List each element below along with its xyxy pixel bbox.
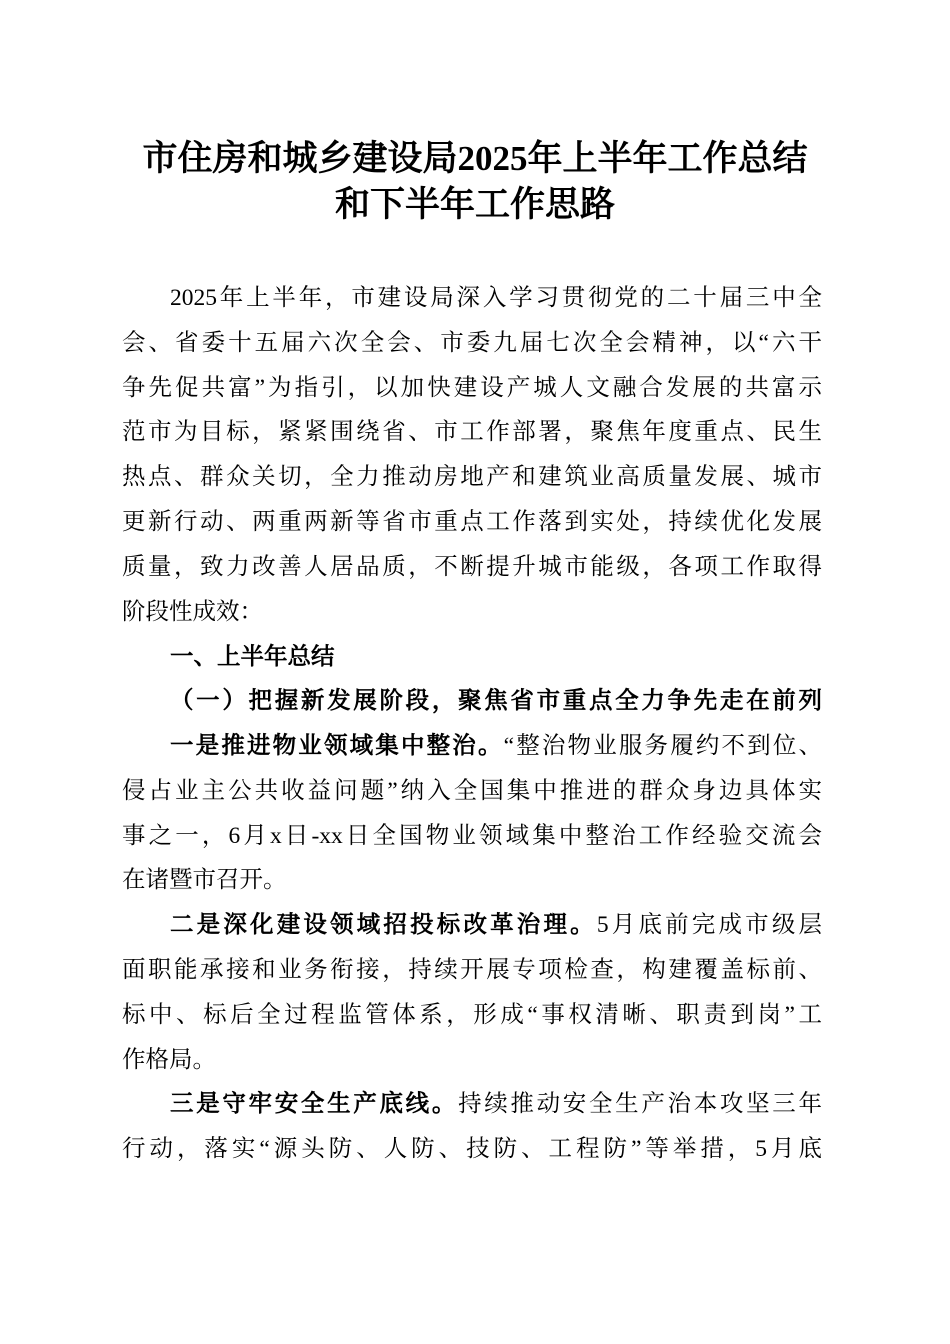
bold-lead-text: 三是守牢安全生产底线。 [170,1091,459,1118]
bold-lead-text: （一）把握新发展阶段，聚焦省市重点全力争先走在前列 [170,688,822,715]
text-line [122,366,822,411]
body-text: 持续推动安全生产治本攻坚三年 [458,1091,822,1118]
text-line [122,545,822,590]
document-body [122,276,822,1172]
title-line-1: 市住房和城乡建设局2025年上半年工作总结 [142,139,808,178]
body-text: 作格局。 [122,1046,216,1073]
body-text: 热点、群众关切，全力推动房地产和建筑业高质量发展、城市 [122,464,822,491]
body-text: 2025年上半年，市建设局深入学习贯彻党的二十届三中全 [170,285,822,311]
text-line [122,455,822,500]
text-line [122,948,822,993]
bold-lead-text: 二是深化建设领域招投标改革治理。 [170,912,597,939]
body-text: 更新行动、两重两新等省市重点工作落到实处，持续优化发展 [122,508,822,535]
text-line [122,679,822,724]
text-line [122,410,822,455]
text-line [122,903,822,948]
body-text: 质量，致力改善人居品质，不断提升城市能级，各项工作取得 [122,553,822,580]
text-line [122,1038,822,1083]
text-line [122,1082,822,1127]
body-text: 5月底前完成市级层 [596,912,823,939]
body-text: 行动，落实“源头防、人防、技防、工程防”等举措，5月底 [122,1136,822,1163]
text-line [122,500,822,545]
text-line [122,814,822,859]
body-text: 事之一，6月x日-xx日全国物业领域集中整治工作经验交流会 [122,822,822,849]
body-text: 侵占业主公共收益问题”纳入全国集中推进的群众身边具体实 [122,777,822,804]
text-line [122,769,822,814]
body-text: 范市为目标，紧紧围绕省、市工作部署，聚焦年度重点、民生 [122,419,822,446]
bold-lead-text: 一、上半年总结 [170,643,335,670]
text-line [122,590,822,635]
body-text: 争先促共富”为指引，以加快建设产城人文融合发展的共富示 [122,374,822,401]
title-line-2: 和下半年工作思路 [334,185,615,224]
document-title [0,136,950,228]
text-line [122,276,822,321]
body-text: 会、省委十五届六次全会、市委九届七次全会精神，以“六干 [122,329,822,356]
text-line [122,634,822,679]
body-text: 面职能承接和业务衔接，持续开展专项检查，构建覆盖标前、 [122,956,822,983]
text-line [122,724,822,769]
text-line [122,993,822,1038]
body-text: 标中、标后全过程监管体系，形成“事权清晰、职责到岗”工 [122,1001,822,1028]
text-line [122,858,822,903]
text-line [122,1127,822,1172]
body-text: “整治物业服务履约不到位、 [503,732,823,759]
text-line [122,321,822,366]
body-text: 阶段性成效： [122,598,263,625]
bold-lead-text: 一是推进物业领域集中整治。 [170,732,504,759]
body-text: 在诸暨市召开。 [122,867,287,894]
